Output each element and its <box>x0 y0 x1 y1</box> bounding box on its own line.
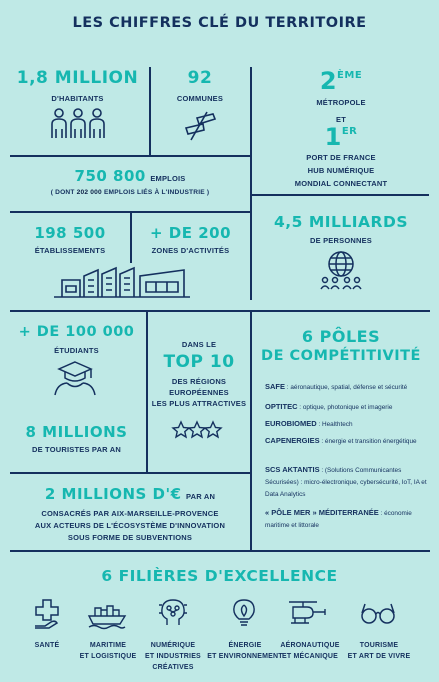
emplois-detail <box>10 188 250 198</box>
filiere-label: ÉNERGIE <box>228 642 262 649</box>
filiere-label: NUMÉRIQUE <box>150 642 196 649</box>
port-line: PORT DE FRANCE <box>306 153 376 162</box>
pole-desc: : (Solutions Communicantes Sécurisées) : micro-électronique, cybersécurité, IoT, IA et Data Analytics <box>265 467 427 498</box>
pole-item <box>265 435 425 447</box>
divider <box>250 67 252 300</box>
subventions-line: SOUS FORME DE SUBVENTIONS <box>67 533 193 542</box>
digital-brain-icon <box>157 597 189 629</box>
divider <box>10 472 250 474</box>
divider <box>130 211 132 263</box>
pole-name: CAPENERGIES <box>265 436 320 445</box>
factory-buildings-icon <box>52 262 192 300</box>
pole-item <box>265 381 430 393</box>
stars-icon <box>172 420 222 440</box>
top10-value: TOP 10 <box>163 352 235 372</box>
filiere-label: MARITIME <box>89 642 127 649</box>
divider <box>10 310 430 312</box>
subventions-value: 2 MILLIONS D'€ <box>44 485 182 503</box>
pole-name: SAFE <box>265 382 286 391</box>
pole-item <box>265 507 425 531</box>
emplois-label: EMPLOIS <box>150 174 186 183</box>
emplois-detail-post: EMPLOIS LIÉS À L'INDUSTRIE ) <box>101 189 210 196</box>
signpost-icon <box>183 108 217 142</box>
etudiants-label: ÉTUDIANTS <box>54 346 99 355</box>
top10-line: LES PLUS ATTRACTIVES <box>151 399 247 408</box>
filiere-label: ET ENVIRONNEMENT <box>207 653 283 660</box>
filiere-label: ET INDUSTRIES <box>145 653 201 660</box>
touristes-value: 8 MILLIONS <box>25 423 128 441</box>
pole-item <box>265 464 430 500</box>
emplois-detail-pre: ( DONT <box>50 189 77 196</box>
emplois-detail-num: 202 000 <box>76 189 102 196</box>
top10-line: DES RÉGIONS <box>171 377 227 386</box>
etablissements-value: 198 500 <box>34 224 106 242</box>
port-rank-number: 1 <box>324 123 342 151</box>
divider <box>250 194 429 196</box>
filiere-label: AÉRONAUTIQUE <box>280 642 340 649</box>
zones-value: + DE 200 <box>149 224 232 242</box>
subventions-line: AUX ACTEURS DE L'ÉCOSYSTÈME D'INNOVATION <box>34 521 226 530</box>
globe-people-icon <box>317 250 365 290</box>
divider <box>149 67 151 156</box>
pole-desc: : économie maritime et littorale <box>265 510 412 529</box>
emplois-block <box>10 167 250 186</box>
pole-name: EUROBIOMED <box>265 419 317 428</box>
divider <box>250 310 252 550</box>
pole-desc: : Healthtech <box>316 421 353 428</box>
subventions-line: CONSACRÉS PAR AIX-MARSEILLE-PROVENCE <box>41 509 219 518</box>
metropole-rank-suffix: ÈME <box>337 70 363 81</box>
filiere-label: TOURISME <box>359 642 399 649</box>
helicopter-icon <box>283 598 327 628</box>
student-graduate-icon <box>51 360 99 396</box>
emplois-value: 750 800 <box>74 167 146 185</box>
top10-pre: DANS LE <box>181 340 217 349</box>
subventions-suffix: PAR AN <box>186 492 216 501</box>
subventions-block <box>10 485 250 504</box>
pole-item <box>265 401 430 413</box>
poles-title-1: 6 PÔLES <box>301 327 381 346</box>
population-value: 1,8 MILLION <box>16 68 139 88</box>
divider <box>146 310 148 473</box>
pole-name: SCS AKTANTIS <box>265 465 320 474</box>
milliards-value: 4,5 MILLIARDS <box>273 213 409 231</box>
ship-icon <box>87 598 127 628</box>
port-rank <box>253 123 429 151</box>
metropole-rank <box>253 67 429 95</box>
poles-title-2: DE COMPÉTITIVITÉ <box>261 348 421 364</box>
touristes-label: DE TOURISTES PAR AN <box>31 445 122 454</box>
communes-label: COMMUNES <box>176 94 224 103</box>
filieres-title: 6 FILIÈRES D'EXCELLENCE <box>101 567 338 585</box>
filiere-label: ET LOGISTIQUE <box>79 653 137 660</box>
metropole-rank-number: 2 <box>319 67 338 95</box>
filiere-label: ET ART DE VIVRE <box>347 653 411 660</box>
filiere-label: ET MÉCANIQUE <box>281 653 339 660</box>
health-icon <box>33 598 63 628</box>
metropole-label: MÉTROPOLE <box>316 98 366 107</box>
port-rank-suffix: ER <box>341 126 358 137</box>
pole-desc: : aéronautique, spatial, défense et sécurité <box>285 384 408 391</box>
people-icon <box>48 108 108 140</box>
population-label: D'HABITANTS <box>51 94 104 103</box>
metropole-conj: ET <box>336 115 346 124</box>
communes-value: 92 <box>187 68 213 88</box>
divider <box>10 550 430 552</box>
pole-desc: : énergie et transition énergétique <box>319 438 417 445</box>
filiere-label: CRÉATIVES <box>152 664 194 671</box>
pole-name: « PÔLE MER » MÉDITERRANÉE <box>265 508 379 517</box>
zones-label: ZONES D'ACTIVITÉS <box>151 246 230 255</box>
milliards-label: DE PERSONNES <box>310 236 372 245</box>
pole-desc: : optique, photonique et imagerie <box>297 404 393 411</box>
etudiants-value: + DE 100 000 <box>18 324 135 340</box>
page-title: LES CHIFFRES CLÉ DU TERRITOIRE <box>72 15 367 31</box>
port-line: MONDIAL CONNECTANT <box>294 179 388 188</box>
top10-line: EUROPÉENNES <box>169 388 229 397</box>
sunglasses-icon <box>360 601 396 627</box>
divider <box>10 155 250 157</box>
pole-item <box>265 418 430 430</box>
etablissements-label: ÉTABLISSEMENTS <box>34 246 106 255</box>
lightbulb-icon <box>230 597 258 629</box>
port-line: HUB NUMÉRIQUE <box>307 166 375 175</box>
filiere-label: SANTÉ <box>34 642 60 649</box>
pole-name: OPTITEC <box>265 402 298 411</box>
